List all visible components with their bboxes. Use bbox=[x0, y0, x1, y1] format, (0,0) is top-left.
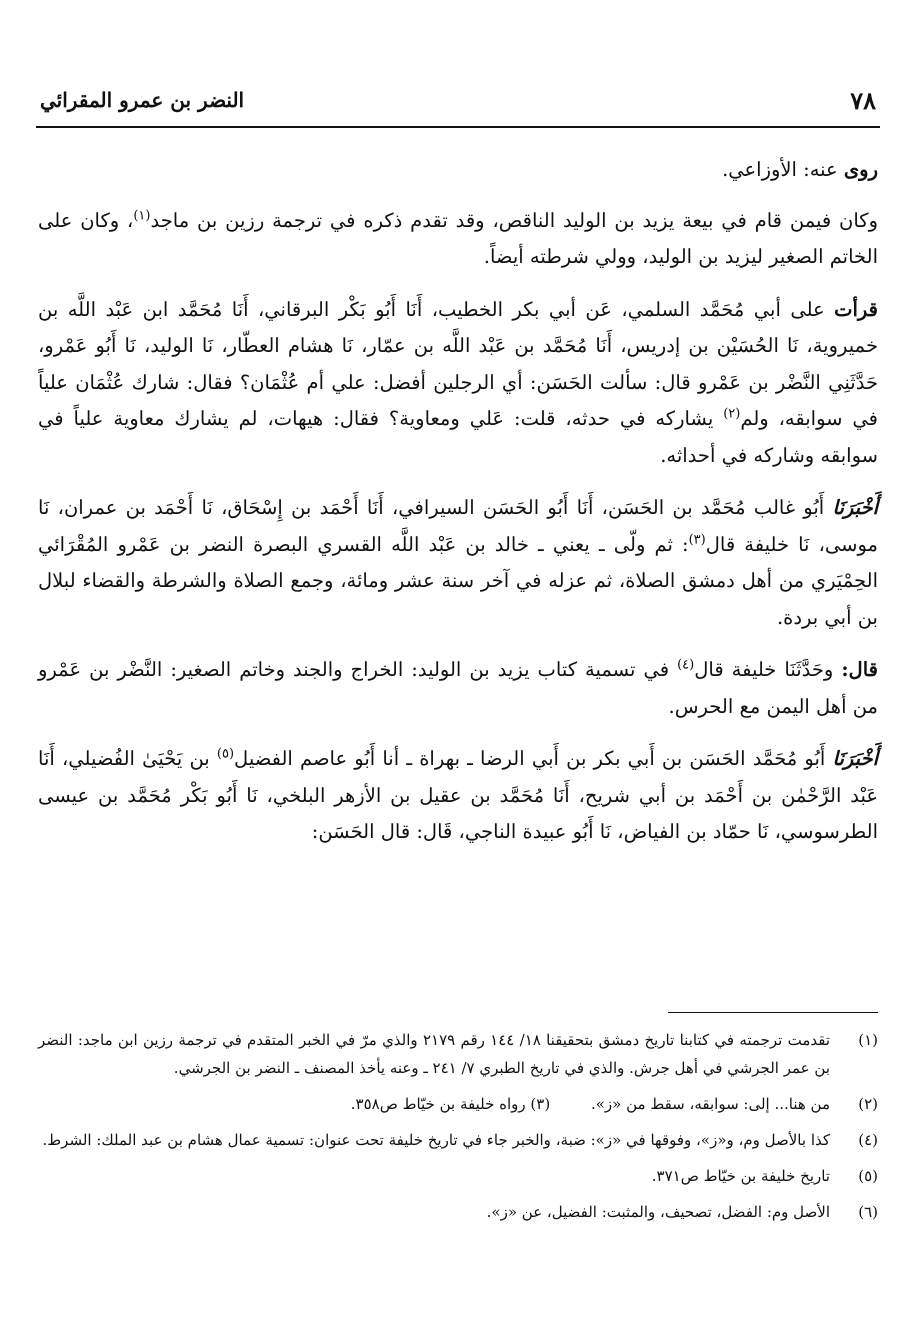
paragraph bbox=[38, 741, 878, 851]
paragraph-text: في تسمية كتاب يزيد بن الوليد: الخراج والجند وخاتم الصغير: النَّضْر بن عَمْرو من أهل اليمن مع الحرس. bbox=[38, 658, 878, 718]
footnote-text: تاريخ خليفة بن خيّاط ص٣٧١. bbox=[651, 1167, 830, 1185]
footnote-separator bbox=[668, 1012, 878, 1013]
footnotes bbox=[38, 1026, 878, 1234]
footnote-number: (٥) bbox=[858, 1167, 878, 1185]
paragraph-text: ، وكان على الخاتم الصغير ليزيد بن الوليد، وولي شرطته أيضاً. bbox=[38, 208, 878, 268]
paragraph bbox=[38, 292, 878, 475]
footnote-number: (٣) bbox=[530, 1095, 551, 1113]
footnote-text: الأصل وم: الفضل، تصحيف، والمثبت: الفضيل، عن «ز». bbox=[486, 1203, 830, 1221]
running-title: النضر بن عمرو المقرائي bbox=[40, 88, 245, 112]
footnote-reference[interactable]: (١) bbox=[133, 208, 151, 223]
footnote-text: كذا بالأصل وم، و«ز»، وفوقها في «ز»: ضبة، والخبر جاء في تاريخ خليفة تحت عنوان: تسمية عمال هشام بن عبد الملك: الشرط. bbox=[42, 1131, 830, 1149]
paragraph bbox=[38, 203, 878, 276]
footnote-number: (٦) bbox=[858, 1203, 878, 1221]
footnote-number: (٤) bbox=[858, 1131, 878, 1149]
paragraph-lead-word: روى bbox=[843, 158, 878, 181]
page-header bbox=[36, 86, 880, 128]
footnote-reference[interactable]: (٣) bbox=[688, 532, 706, 547]
footnote-reference[interactable]: (٤) bbox=[677, 657, 695, 673]
paragraph-text: عنه: الأوزاعي. bbox=[722, 158, 844, 181]
paragraph-lead-word: أَخْبَرَنَا bbox=[832, 496, 878, 519]
paragraph-text: : ثم ولّى ـ يعني ـ خالد بن عَبْد اللَّه القسري البصرة النضر بن عَمْرو المُقْرَائي الحِمْيَري من أهل دمشق الصلاة، ثم عزله في آخر سنة عشر ومائة، وجمع الصلاة والشرطة والقضاء لبلال بن أبي بردة. bbox=[38, 532, 878, 629]
paragraph-text: أَبُو مُحَمَّد الحَسَن بن أَبي بكر بن أَبي الرضا ـ بهراة ـ أنا أَبُو عاصم الفضيل bbox=[234, 747, 833, 770]
footnote bbox=[38, 1026, 878, 1082]
page-number: ٧٨ bbox=[850, 86, 876, 115]
paragraph-text: وكان فيمن قام في بيعة يزيد بن الوليد الناقص، وقد تقدم ذكره في ترجمة رزين بن ماجد bbox=[150, 208, 879, 232]
paragraph-lead-word: أَخْبَرَنَا bbox=[832, 747, 878, 770]
footnote-reference[interactable]: (٢) bbox=[723, 406, 741, 422]
paragraph bbox=[38, 490, 878, 636]
footnote bbox=[38, 1198, 878, 1226]
paragraph bbox=[38, 652, 878, 725]
paragraph-text: على أبي مُحَمَّد السلمي، عَن أبي بكر الخطيب، أَنَا أَبُو بَكْر البرقاني، أَنَا مُحَمَّد ابن عَبْد اللَّه بن خميروية، نَا الحُسَيْن بن إدريس، أَنَا مُحَمَّد بن عَبْد اللَّه بن عمّار، نَا هشام العطّار، نَا الوليد، نَا أَبُو عَمْرو، حَدَّثَنِي النَّضْر بن عَمْرو قال: سألت الحَسَن: أي الرجلين أفضل: علي أم عُثْمَان؟ فقال: شارك عُثْمَان علياً في سوابقه، ولم bbox=[38, 297, 878, 430]
footnote bbox=[38, 1162, 878, 1190]
footnote bbox=[38, 1126, 878, 1154]
footnote-number: (٢) bbox=[858, 1095, 878, 1113]
footnote-text: تقدمت ترجمته في كتابنا تاريخ دمشق بتحقيقنا ١٨/ ١٤٤ رقم ٢١٧٩ والذي مرّ في الخبر المتقدم في ترجمة رزين ابن ماجد: النضر بن عمر الجرشي في أهل جرش. والذي في تاريخ الطبري ٧/ ٢٤١ ـ وعنه يأخذ المصنف ـ النضر بن الجرشي. bbox=[38, 1031, 830, 1077]
footnote-text: من هنا... إلى: سوابقه، سقط من «ز». bbox=[590, 1095, 830, 1113]
paragraph-text: وحَدَّثَنَا خليفة قال bbox=[694, 658, 842, 681]
footnote-number: (١) bbox=[858, 1031, 878, 1049]
footnote-reference[interactable]: (٥) bbox=[216, 746, 235, 762]
footnote-text: رواه خليفة بن خيّاط ص٣٥٨. bbox=[350, 1095, 526, 1113]
paragraph bbox=[38, 152, 878, 189]
footnote bbox=[38, 1090, 878, 1118]
paragraph-text: أَبُو غالب مُحَمَّد بن الحَسَن، أَنَا أَبُو الحَسَن السيرافي، أَنَا أَحْمَد بن إِسْحَاق، نَا أَحْمَد بن عمران، نَا موسى، نَا خليفة قال bbox=[38, 496, 878, 556]
paragraph-text: يشاركه في حدثه، قلت: عَلي ومعاوية؟ فقال: هيهات، لم يشارك معاوية علياً في سوابقه وشاركه في أحداثه. bbox=[38, 407, 878, 467]
paragraph-lead-word: قال: bbox=[841, 658, 878, 681]
main-text bbox=[38, 152, 878, 867]
paragraph-lead-word: قرأت bbox=[834, 297, 878, 321]
paragraph-text: بن يَحْيَىٰ الفُضيلي، أَنَا عَبْد الرَّحْمٰن بن أَحْمَد بن أبي شريح، أَنَا مُحَمَّد بن عقيل بن الأزهر البلخي، نَا أَبُو بَكْر مُحَمَّد بن عيسى الطرسوسي، نَا حمّاد بن الفياض، نَا أَبُو عبيدة الناجي، قَال: قال الحَسَن: bbox=[38, 747, 878, 843]
